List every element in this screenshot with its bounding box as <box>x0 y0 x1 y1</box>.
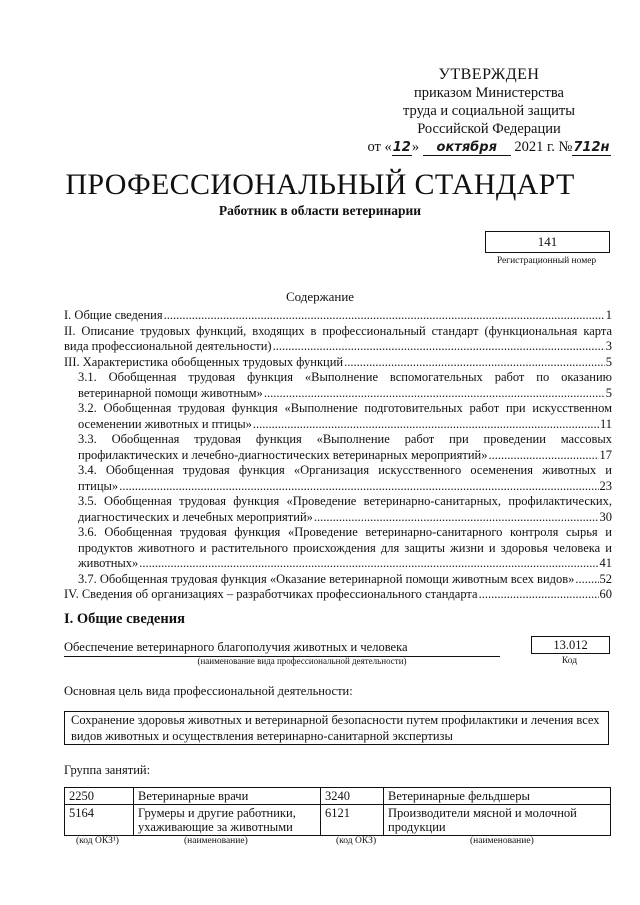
toc-item-last-line <box>78 479 612 495</box>
toc-page-number: 11 <box>599 416 612 431</box>
toc-item-text: вида профессиональной деятельности) <box>64 339 272 353</box>
caption-code: (код ОКЗ¹) <box>76 836 119 846</box>
toc-item <box>64 463 612 494</box>
occupation-code: 2250 <box>65 788 134 805</box>
table-row <box>65 788 611 805</box>
toc-item-text: 3.7. Обобщенная трудовая функция «Оказание ветеринарной помощи животным всех видов» <box>78 571 575 586</box>
toc-item <box>64 432 612 463</box>
approval-date-line <box>355 138 623 156</box>
approval-block <box>355 66 623 156</box>
toc-leader-dots <box>119 479 598 495</box>
caption-code: (код ОКЗ) <box>336 836 377 846</box>
toc-item <box>64 525 612 572</box>
toc-item-last-line <box>78 556 612 572</box>
activity-kind-name: Обеспечение ветеринарного благополучия животных и человека <box>64 640 500 657</box>
toc-item-text: 3.4. Обобщенная трудовая функция «Организация искусственного осеменения животных и <box>78 463 612 477</box>
toc-leader-dots <box>479 587 599 603</box>
toc-item-text: птицы» <box>78 478 119 493</box>
toc-leader-dots <box>575 572 598 588</box>
toc-leader-dots <box>344 355 605 371</box>
toc-item <box>64 324 612 355</box>
occupation-code: 5164 <box>65 805 134 836</box>
toc-item-text: профилактических и лечебно-диагностических ветеринарных мероприятий» <box>78 447 488 462</box>
toc-item-last-line <box>78 386 612 402</box>
toc-item-text: IV. Сведения об организациях – разработчиках профессионального стандарта <box>64 587 478 601</box>
toc-item-text: I. Общие сведения <box>64 308 163 322</box>
table-row <box>65 805 611 836</box>
date-month: октября <box>423 141 511 156</box>
occupation-group-label: Группа занятий: <box>64 763 151 777</box>
contents-title: Содержание <box>285 289 355 304</box>
toc-item-text: 3.2. Обобщенная трудовая функция «Выполнение подготовительных работ при искусственном <box>78 401 612 415</box>
toc-page-number: 5 <box>605 354 612 369</box>
document-title: ПРОФЕССИОНАЛЬНЫЙ СТАНДАРТ <box>65 168 575 201</box>
approval-line-3: труда и социальной защиты <box>403 103 575 119</box>
occupation-code: 6121 <box>321 805 384 836</box>
order-number: 712н <box>573 140 610 155</box>
caption-name: (наименование) <box>470 836 534 846</box>
toc-page-number: 1 <box>605 308 612 322</box>
toc-item <box>64 572 612 588</box>
toc-item-last-line <box>64 587 612 603</box>
registration-label: Регистрационный номер <box>496 256 597 266</box>
toc-item-text: 3.3. Обобщенная трудовая функция «Выполнение работ при проведении массовых <box>78 432 612 446</box>
toc-item-last-line <box>64 308 612 324</box>
activity-code-caption: Код <box>561 656 578 666</box>
toc-item <box>64 401 612 432</box>
toc-item <box>64 308 612 324</box>
caption-name: (наименование) <box>184 836 248 846</box>
toc-item-text: II. Описание трудовых функций, входящих в профессиональный стандарт (функциональная карта <box>64 323 612 338</box>
toc-item-text: 3.5. Обобщенная трудовая функция «Проведение ветеринарно-санитарных, профилактических, <box>78 494 612 508</box>
toc-item-text: ветеринарной помощи животным» <box>78 385 263 400</box>
toc-page-number: 3 <box>605 339 612 353</box>
occupation-name: Ветеринарные фельдшеры <box>384 788 611 805</box>
toc-leader-dots <box>264 386 605 402</box>
table-of-contents <box>64 308 612 603</box>
toc-page-number: 23 <box>599 478 612 493</box>
toc-item-text: животных» <box>78 556 139 570</box>
toc-page-number: 52 <box>599 571 612 586</box>
occupation-name: Ветеринарные врачи <box>134 788 321 805</box>
toc-page-number: 30 <box>599 509 612 524</box>
goal-text: Сохранение здоровья животных и ветеринарной безопасности путем профилактики и лечения всех видов животных и осуществления ветеринарно-санитарной экспертизы <box>64 711 609 745</box>
date-day: 12 <box>392 140 411 155</box>
occupation-name: Грумеры и другие работники, ухаживающие за животными <box>134 805 321 836</box>
date-year: 2021 г. № <box>510 139 573 155</box>
registration-number: 141 <box>485 231 610 253</box>
toc-item <box>64 370 612 401</box>
toc-leader-dots <box>139 556 598 572</box>
approval-line-2: приказом Министерства <box>414 85 564 101</box>
toc-item-text: 3.6. Обобщенная трудовая функция «Проведение ветеринарно-санитарного контроля сырья и продуктов животного и растительного происхождения для защиты жизни и здоровья человека и <box>78 525 612 555</box>
toc-item <box>64 494 612 525</box>
approval-heading: УТВЕРЖДЕН <box>438 66 540 83</box>
toc-item-last-line <box>64 355 612 371</box>
toc-leader-dots <box>488 448 598 464</box>
activity-code: 13.012 <box>531 636 610 654</box>
toc-page-number: 17 <box>599 447 612 462</box>
toc-page-number: 41 <box>599 556 612 570</box>
toc-item <box>64 355 612 371</box>
toc-item-text: диагностических и лечебных мероприятий» <box>78 509 313 524</box>
toc-leader-dots <box>273 339 605 355</box>
goal-label: Основная цель вида профессиональной деятельности: <box>64 684 353 698</box>
toc-item-last-line <box>78 510 612 526</box>
activity-kind-caption: (наименование вида профессиональной деятельности) <box>197 656 407 666</box>
toc-item-last-line <box>64 339 612 355</box>
date-prefix: от « <box>367 139 392 155</box>
toc-item-last-line <box>78 448 612 464</box>
toc-item <box>64 587 612 603</box>
document-subtitle: Работник в области ветеринарии <box>218 203 422 218</box>
toc-page-number: 60 <box>599 587 612 601</box>
occupation-code: 3240 <box>321 788 384 805</box>
occupation-name: Производители мясной и молочной продукции <box>384 805 611 836</box>
toc-item-text: осеменении животных и птицы» <box>78 416 252 431</box>
toc-item-text: III. Характеристика обобщенных трудовых функций <box>64 354 344 369</box>
occupation-table <box>64 787 611 836</box>
section-heading: I. Общие сведения <box>64 611 185 627</box>
date-mid: » <box>411 139 423 155</box>
approval-line-4: Российской Федерации <box>417 121 561 137</box>
toc-leader-dots <box>164 308 605 324</box>
toc-page-number: 5 <box>605 385 612 400</box>
toc-item-text: 3.1. Обобщенная трудовая функция «Выполнение вспомогательных работ по оказанию <box>78 370 612 384</box>
toc-item-last-line <box>78 417 612 433</box>
toc-leader-dots <box>253 417 599 433</box>
toc-leader-dots <box>314 510 599 526</box>
toc-item-last-line <box>78 572 612 588</box>
